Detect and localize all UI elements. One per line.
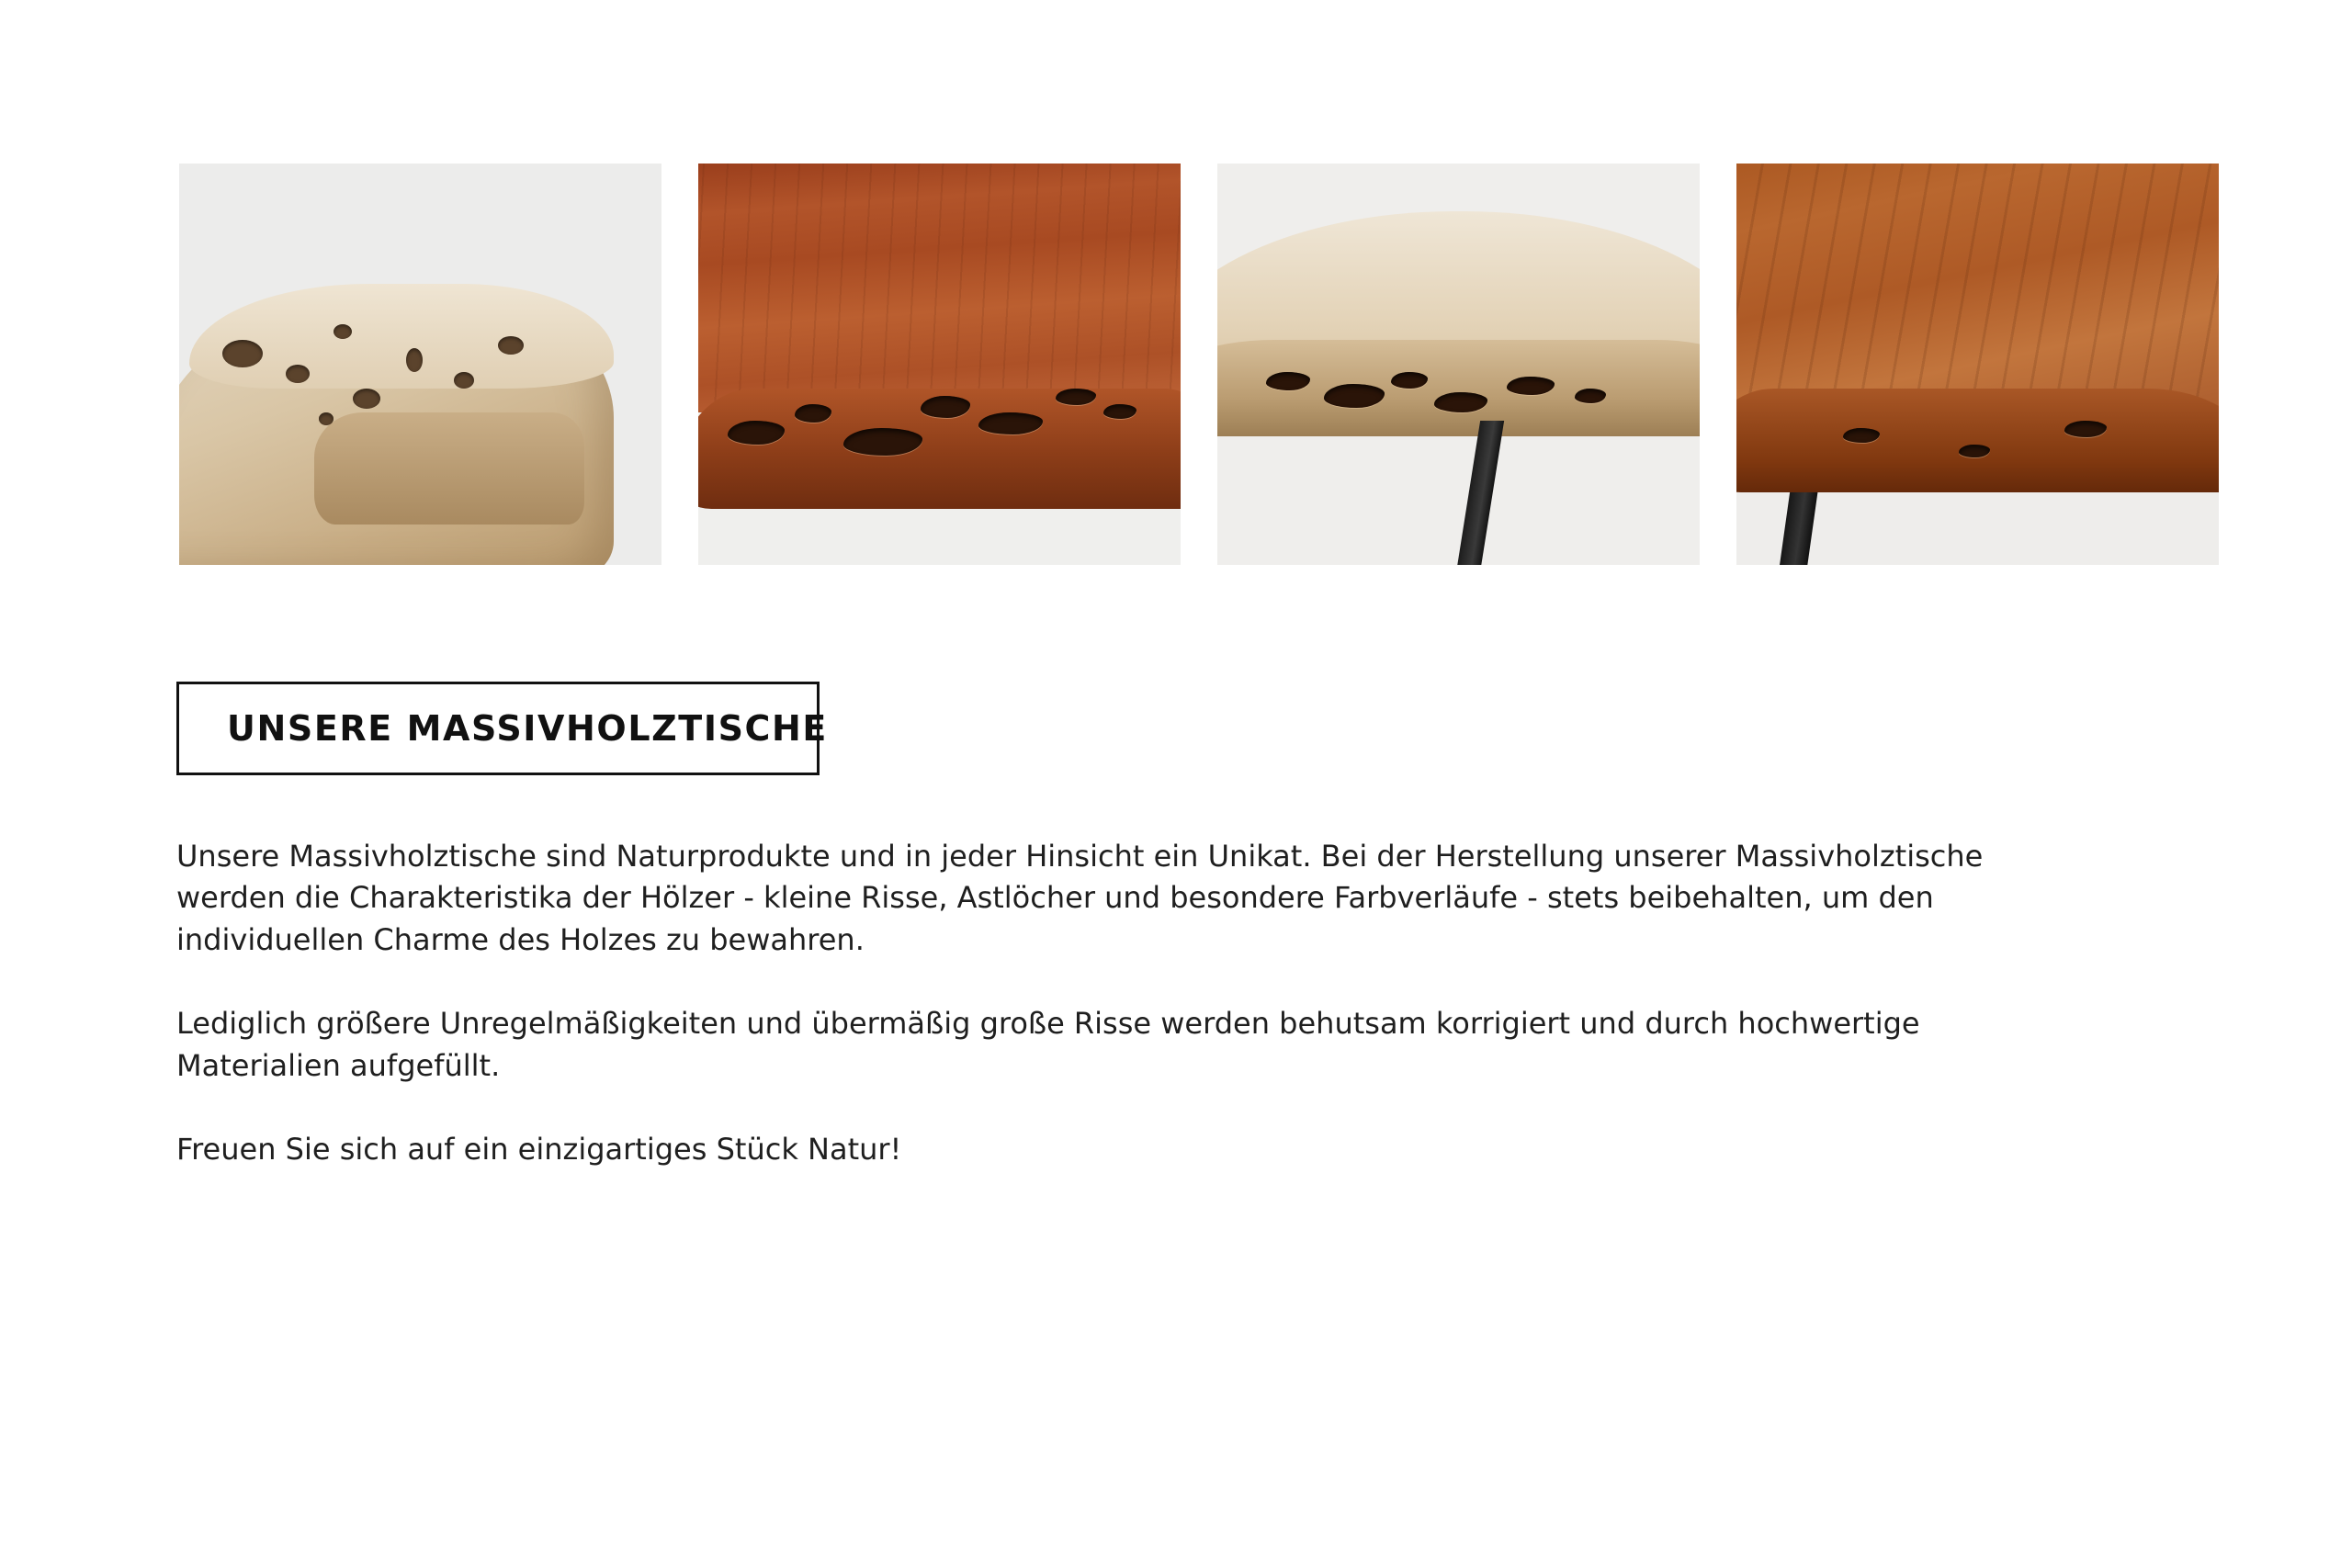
paragraph-2: Lediglich größere Unregelmäßigkeiten und übermäßig große Risse werden behutsam korrigiert und durch hochwertige Materialien aufgefüllt. (176, 1006, 1920, 1083)
resin-void (1056, 389, 1096, 405)
page-title: UNSERE MASSIVHOLZTISCHE (227, 708, 828, 749)
resin-void (728, 421, 785, 445)
wood-knot-icon (286, 365, 310, 383)
wood-knot-icon (353, 389, 380, 409)
gallery-image-massivholztisch-schwarzes-bein[interactable] (1736, 164, 2219, 565)
wood-slab-front-face (314, 412, 584, 525)
resin-void (2064, 421, 2107, 437)
gallery-image-rotbraune-holzplatte-risse[interactable] (698, 164, 1181, 565)
wood-live-edge (1736, 389, 2219, 493)
product-image-gallery (179, 164, 2219, 565)
resin-void (1575, 389, 1606, 403)
section-heading-box (176, 682, 828, 775)
wood-knot-icon (334, 324, 352, 339)
wood-knot-icon (406, 348, 423, 372)
resin-void (978, 412, 1043, 434)
gallery-image-helles-massivholz-kante[interactable] (179, 164, 662, 565)
gallery-image-runder-tisch-baumkante[interactable] (1217, 164, 1700, 565)
resin-void (1507, 377, 1555, 395)
body-copy (176, 836, 2041, 1171)
resin-void (1959, 445, 1990, 457)
paragraph-1: Unsere Massivholztische sind Naturprodukte und in jeder Hinsicht ein Unikat. Bei der Herstellung unserer Massivholztische werden die Charakteristika der Hölzer - kleine Risse, Astlöcher und besondere Farbverläufe - stets beibehalten, um den individuellen Charme des Holzes zu bewahren. (176, 839, 1984, 957)
wood-grain-texture (698, 164, 1181, 412)
paragraph-3: Freuen Sie sich auf ein einzigartiges Stück Natur! (176, 1132, 902, 1168)
wood-knot-icon (498, 336, 524, 355)
